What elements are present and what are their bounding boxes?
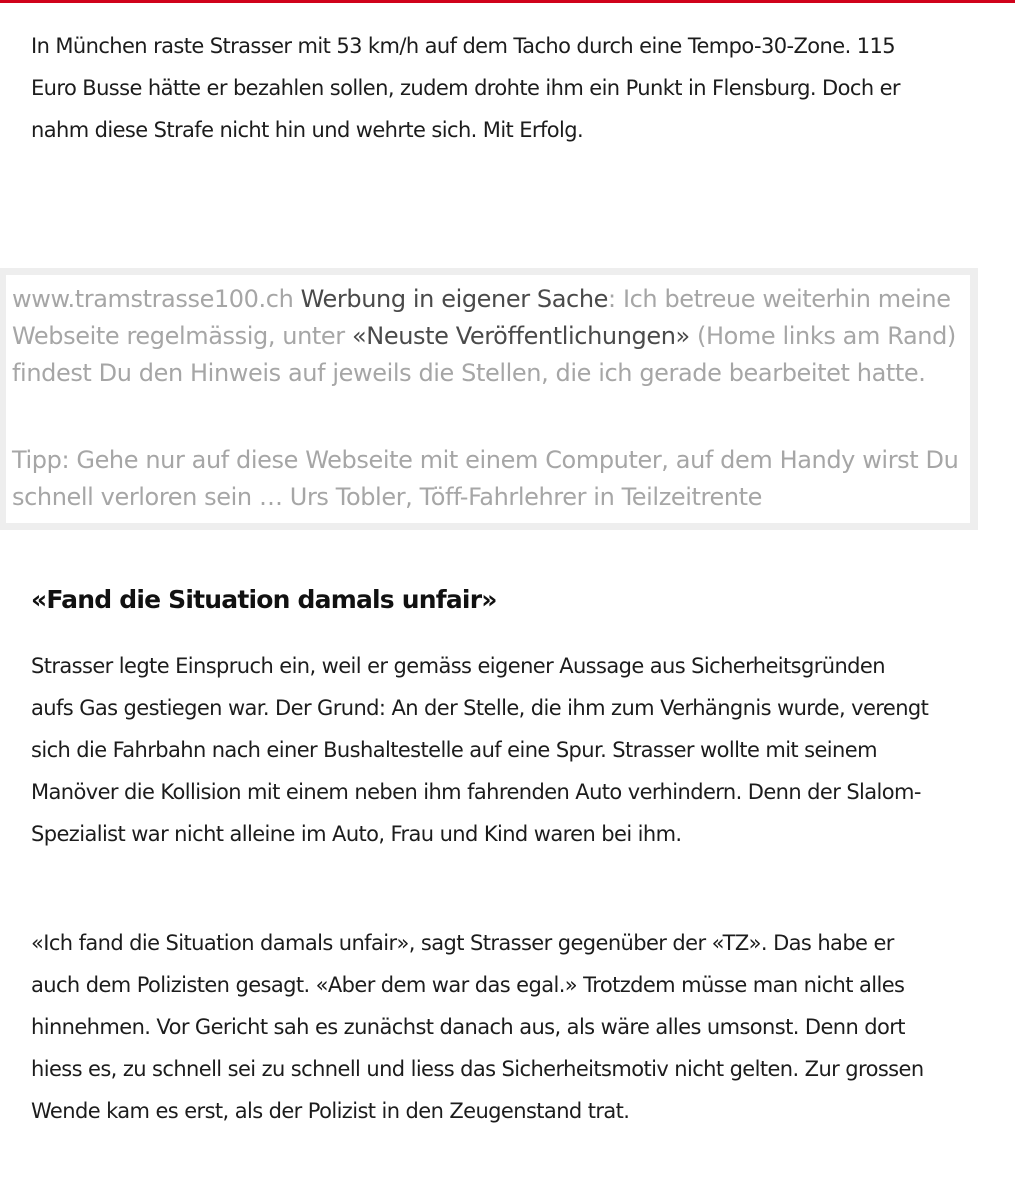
promo-paragraph [12, 281, 962, 392]
promo-text-a: : Ich betreue weiterhin meine Webseite regelmässig, unter [12, 285, 951, 350]
top-accent-rule [0, 0, 1015, 3]
promo-label: Werbung in eigener Sache [300, 285, 609, 313]
promo-text-b: (Home links am Rand) findest Du den Hinweis auf jeweils die Stellen, die ich gerade bearbeitet hatte. [12, 322, 956, 387]
body-paragraph-1: Strasser legte Einspruch ein, weil er gemäss eigener Aussage aus Sicherheitsgründen aufs Gas gestiegen war. Der Grund: An der Stelle, die ihm zum Verhängnis wurde, verengt sich die Fahrbahn nach einer Bushaltestelle auf eine Spur. Strasser wollte mit seinem Manöver die Kollision mit einem neben ihm fahrenden Auto verhindern. Denn der Slalom-Spezialist war nicht alleine im Auto, Frau und Kind waren bei ihm. [31, 654, 929, 846]
news-link[interactable]: «Neuste Veröffentlichungen» [352, 322, 690, 350]
promo-tip: Tipp: Gehe nur auf diese Webseite mit einem Computer, auf dem Handy wirst Du schnell verloren sein … Urs Tobler, Töff-Fahrlehrer in Teilzeitrente [12, 446, 959, 511]
section-heading: «Fand die Situation damals unfair» [31, 585, 497, 614]
intro-paragraph: In München raste Strasser mit 53 km/h auf dem Tacho durch eine Tempo-30-Zone. 115 Euro Busse hätte er bezahlen sollen, zudem drohte ihm ein Punkt in Flensburg. Doch er nahm diese Strafe nicht hin und wehrte sich. Mit Erfolg. [31, 34, 900, 142]
site-link[interactable]: www.tramstrasse100.ch [12, 285, 294, 313]
body-paragraph-2: «Ich fand die Situation damals unfair», sagt Strasser gegenüber der «TZ». Das habe er auch dem Polizisten gesagt. «Aber dem war das egal.» Trotzdem müsse man nicht alles hinnehmen. Vor Gericht sah es zunächst danach aus, als wäre alles umsonst. Denn dort hiess es, zu schnell sei zu schnell und liess das Sicherheitsmotiv nicht gelten. Zur grossen Wende kam es erst, als der Polizist in den Zeugenstand trat. [31, 931, 924, 1123]
